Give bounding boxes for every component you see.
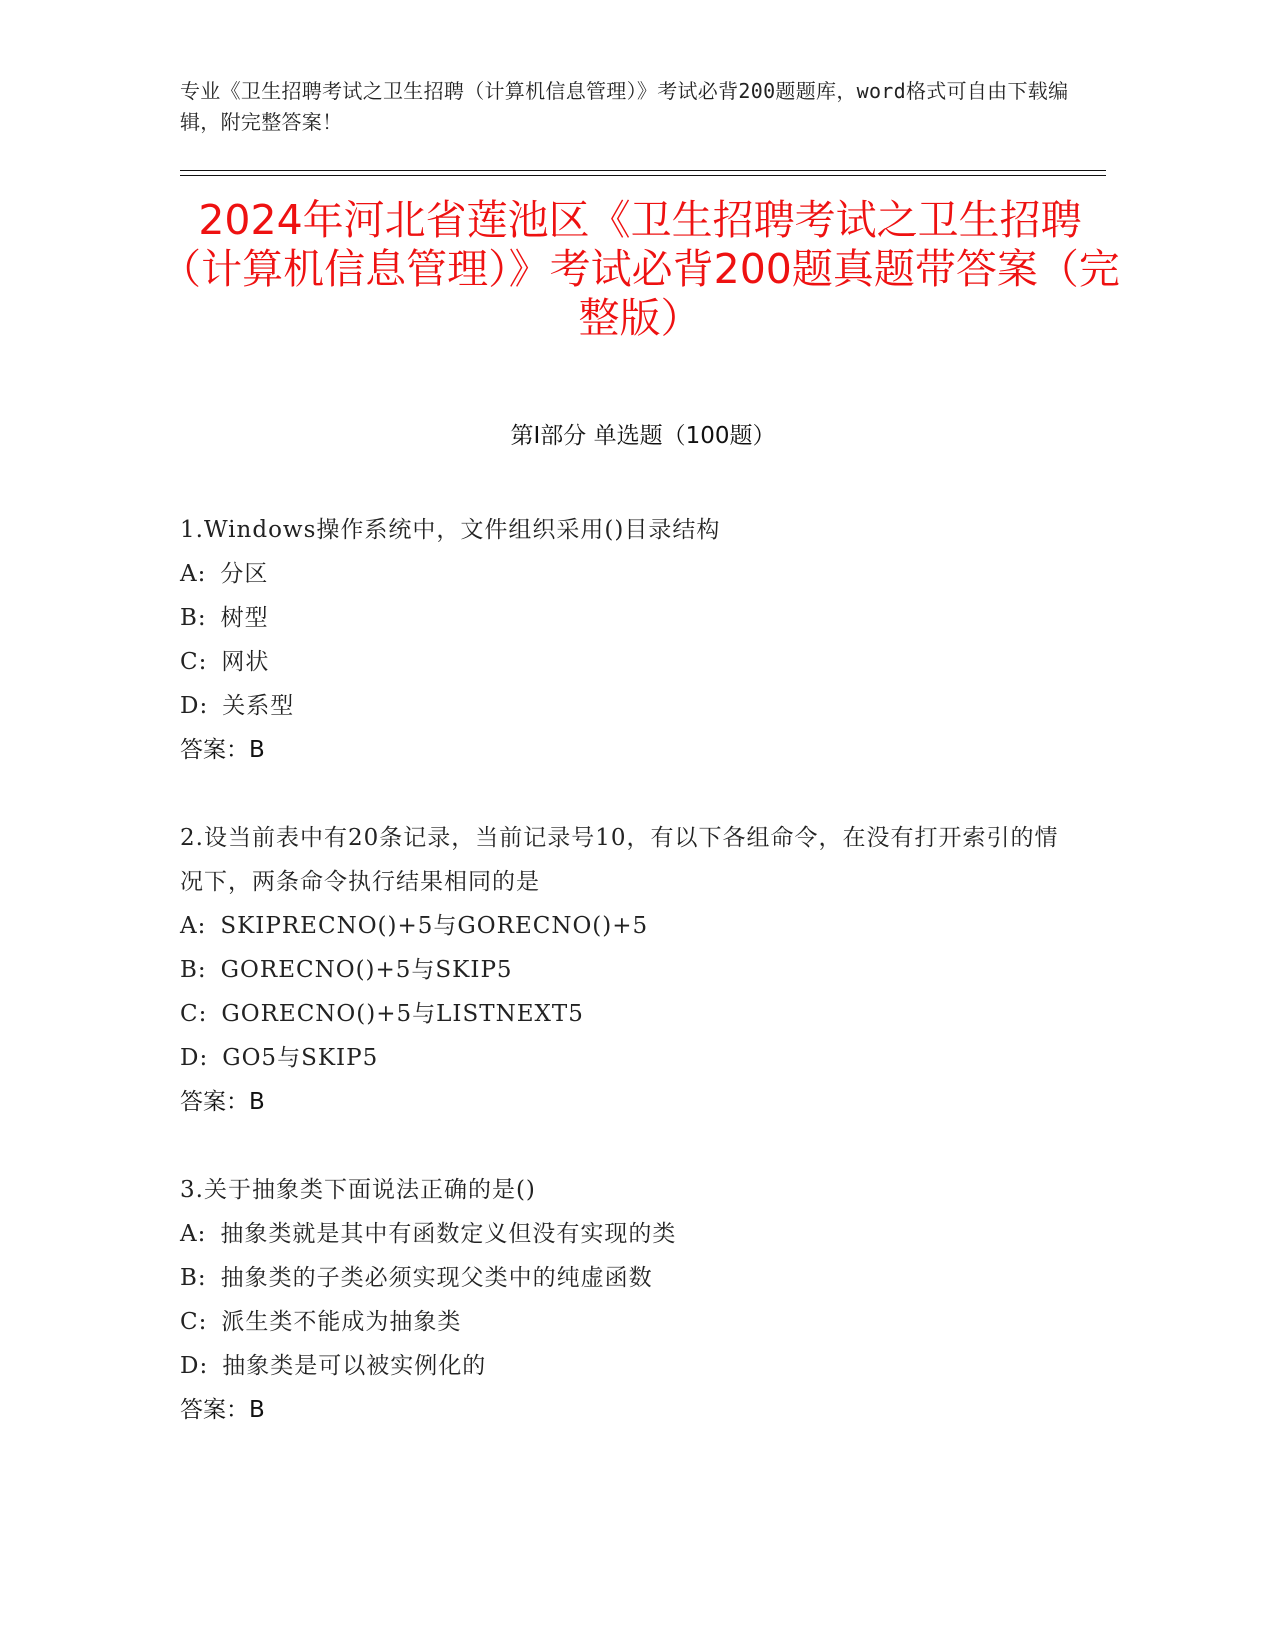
question-2 (180, 816, 1060, 1124)
option-c (180, 640, 1060, 684)
question-text: 3.关于抽象类下面说法正确的是() (180, 1177, 536, 1203)
option-letter: B: (180, 957, 207, 983)
answer-line: 答案：B (180, 737, 265, 763)
option-letter: A: (180, 561, 207, 587)
section-title: 第Ⅰ部分 单选题（100题） (510, 423, 776, 449)
option-d (180, 1036, 1060, 1080)
option-text: 分区 (220, 561, 269, 587)
question-list (180, 508, 1060, 1476)
answer-line: 答案：B (180, 1089, 265, 1115)
option-a (180, 904, 1060, 948)
option-text: 抽象类的子类必须实现父类中的纯虚函数 (220, 1265, 653, 1291)
answer-line: 答案：B (180, 1397, 265, 1423)
option-a (180, 552, 1060, 596)
option-letter: D: (180, 1353, 209, 1379)
option-d (180, 684, 1060, 728)
option-b (180, 596, 1060, 640)
option-text: 网状 (221, 649, 270, 675)
option-text: 抽象类是可以被实例化的 (222, 1353, 487, 1379)
option-letter: D: (180, 1045, 209, 1071)
option-text: 派生类不能成为抽象类 (221, 1309, 462, 1335)
option-text: 抽象类就是其中有函数定义但没有实现的类 (220, 1221, 677, 1247)
option-letter: A: (180, 913, 207, 939)
option-letter: B: (180, 1265, 207, 1291)
option-letter: B: (180, 605, 207, 631)
header-divider-top (180, 170, 1106, 171)
option-letter: C: (180, 649, 208, 675)
option-text: 树型 (220, 605, 269, 631)
question-text: 2.设当前表中有20条记录，当前记录号10，有以下各组命令，在没有打开索引的情况下，两条命令执行结果相同的是 (180, 825, 1059, 895)
option-d (180, 1344, 1060, 1388)
option-text: GORECNO()+5与SKIP5 (220, 957, 513, 983)
question-3 (180, 1168, 1060, 1432)
document-title: 2024年河北省莲池区《卫生招聘考试之卫生招聘（计算机信息管理）》考试必背200题真题带答案（完整版） (160, 196, 1120, 342)
header-divider-bottom (180, 175, 1106, 176)
option-a (180, 1212, 1060, 1256)
option-letter: A: (180, 1221, 207, 1247)
option-letter: D: (180, 693, 209, 719)
option-b (180, 1256, 1060, 1300)
option-c (180, 992, 1060, 1036)
option-c (180, 1300, 1060, 1344)
option-text: 关系型 (222, 693, 295, 719)
header-note: 专业《卫生招聘考试之卫生招聘（计算机信息管理）》考试必背200题题库，word格式可自由下载编辑，附完整答案！ (180, 79, 1069, 134)
option-letter: C: (180, 1309, 208, 1335)
option-b (180, 948, 1060, 992)
question-1 (180, 508, 1060, 772)
option-letter: C: (180, 1001, 208, 1027)
option-text: GO5与SKIP5 (222, 1045, 379, 1071)
option-text: SKIPRECNO()+5与GORECNO()+5 (220, 913, 649, 939)
option-text: GORECNO()+5与LISTNEXT5 (221, 1001, 584, 1027)
question-text: 1.Windows操作系统中，文件组织采用()目录结构 (180, 517, 721, 543)
